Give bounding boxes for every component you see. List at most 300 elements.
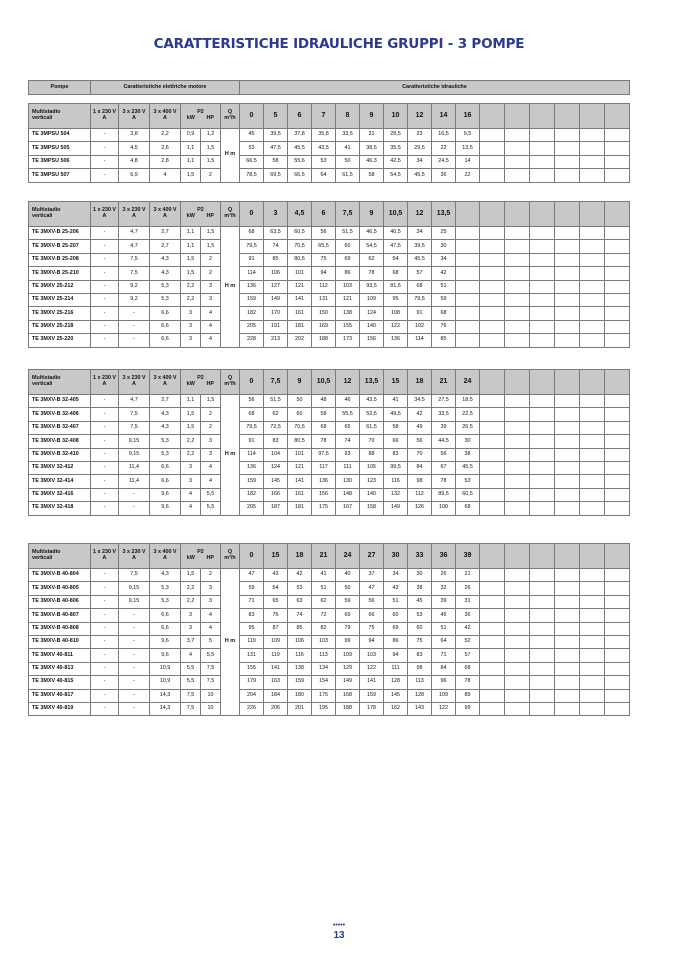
current-3x400: 4,3 [150, 267, 181, 280]
table-row [29, 142, 630, 155]
head-value: 59 [336, 595, 360, 608]
empty-cell [530, 544, 555, 569]
empty-cell [505, 635, 530, 648]
p2-kw-header [181, 370, 221, 395]
empty-cell [530, 395, 555, 408]
head-value: 68 [240, 227, 264, 240]
empty-cell [580, 370, 605, 395]
voltage-3x230-header-line1: 3 x 230 V [122, 375, 146, 382]
empty-cell [530, 155, 555, 168]
head-value: 40,5 [384, 227, 408, 240]
head-value: 159 [360, 689, 384, 702]
empty-cell [480, 595, 505, 608]
empty-cell [555, 702, 580, 715]
head-value: 68 [384, 267, 408, 280]
empty-cell [555, 569, 580, 582]
head-value: 187 [264, 502, 288, 515]
empty-cell [555, 253, 580, 266]
empty-cell [530, 662, 555, 675]
type-header-line1: Multistadio [32, 549, 61, 556]
current-1x230: - [91, 421, 119, 434]
voltage-3x400-header [150, 104, 181, 129]
head-value: 79,5 [240, 421, 264, 434]
pump-model: TE 3MXV-B 32-405 [29, 395, 91, 408]
head-value: 54 [384, 253, 408, 266]
voltage-1x230-header-line2: A [102, 381, 107, 387]
empty-cell [530, 240, 555, 253]
empty-cell [480, 582, 505, 595]
head-value: 23 [408, 129, 432, 142]
head-value: 150 [312, 307, 336, 320]
head-value: 163 [264, 676, 288, 689]
current-3x400: 4,3 [150, 569, 181, 582]
p2-label: P2 [197, 549, 204, 556]
type-header-line2: verticali [32, 213, 53, 219]
empty-cell [555, 320, 580, 333]
empty-cell [505, 488, 530, 501]
power-hp: 1,5 [201, 227, 221, 240]
head-value: 43,5 [360, 395, 384, 408]
head-value: 54,5 [384, 169, 408, 182]
flow-value: 10 [384, 104, 408, 129]
head-value: 9,5 [456, 129, 480, 142]
voltage-1x230-header-line2: A [102, 555, 107, 561]
empty-cell [605, 502, 630, 515]
head-value: 162 [384, 702, 408, 715]
pump-model: TE 3MXV-B 40-810 [29, 635, 91, 648]
empty-cell [580, 649, 605, 662]
p2-label: P2 [197, 375, 204, 382]
head-value: 103 [312, 635, 336, 648]
current-1x230: - [91, 142, 119, 155]
flow-value: 12 [408, 202, 432, 227]
head-value: 43,5 [312, 142, 336, 155]
power-kw: 1,1 [181, 240, 201, 253]
head-value: 58 [384, 421, 408, 434]
power-hp: 5,5 [201, 649, 221, 662]
empty-cell [555, 635, 580, 648]
flow-value: 9 [360, 202, 384, 227]
type-header-line1: Multistadio [32, 109, 61, 116]
type-header-line2: verticali [32, 381, 53, 387]
current-3x230: - [119, 689, 150, 702]
head-value: 181 [288, 320, 312, 333]
head-value: 39 [432, 595, 456, 608]
power-hp: 10 [201, 702, 221, 715]
head-value: 116 [384, 475, 408, 488]
empty-cell [605, 334, 630, 347]
head-value: 74 [288, 609, 312, 622]
head-value: 27,5 [432, 395, 456, 408]
head-value: 102 [408, 320, 432, 333]
table-row [29, 582, 630, 595]
empty-cell [530, 582, 555, 595]
table-row [29, 448, 630, 461]
flow-unit-header [221, 202, 240, 227]
power-kw: 2,2 [181, 448, 201, 461]
current-1x230: - [91, 240, 119, 253]
current-1x230: - [91, 307, 119, 320]
current-3x230: - [119, 635, 150, 648]
head-value: 138 [336, 307, 360, 320]
power-hp: 3 [201, 280, 221, 293]
head-value: 124 [264, 461, 288, 474]
voltage-3x400-header-line2: A [163, 381, 167, 387]
empty-cell [580, 702, 605, 715]
empty-cell [505, 448, 530, 461]
head-value: 74 [264, 240, 288, 253]
head-value: 50 [288, 395, 312, 408]
power-hp: 3 [201, 448, 221, 461]
empty-cell [456, 202, 480, 227]
subheader-row [29, 544, 630, 569]
empty-cell [505, 408, 530, 421]
empty-cell [580, 544, 605, 569]
empty-cell [480, 280, 505, 293]
empty-cell [505, 689, 530, 702]
current-1x230: - [91, 395, 119, 408]
empty-cell [505, 662, 530, 675]
head-value: 84 [432, 662, 456, 675]
empty-cell [605, 202, 630, 227]
head-value: 156 [312, 488, 336, 501]
type-header [29, 104, 91, 129]
head-value: 56 [360, 595, 384, 608]
empty-cell [555, 488, 580, 501]
empty-cell [480, 155, 505, 168]
empty-cell [480, 169, 505, 182]
current-1x230: - [91, 502, 119, 515]
current-3x400: 6,6 [150, 609, 181, 622]
empty-cell [555, 582, 580, 595]
current-3x400: 2,2 [150, 129, 181, 142]
empty-cell [505, 421, 530, 434]
empty-cell [605, 267, 630, 280]
head-value: 76 [432, 320, 456, 333]
empty-cell [580, 320, 605, 333]
head-value: 79,5 [408, 293, 432, 306]
empty-cell [580, 240, 605, 253]
empty-cell [555, 421, 580, 434]
head-value: 94 [312, 267, 336, 280]
head-value: 101 [288, 267, 312, 280]
head-value: 54 [264, 582, 288, 595]
page-title: CARATTERISTICHE IDRAULICHE GRUPPI - 3 POMPE [153, 36, 525, 52]
head-value: 112 [312, 280, 336, 293]
power-kw: 3 [181, 609, 201, 622]
empty-cell [580, 609, 605, 622]
empty-cell [530, 622, 555, 635]
empty-cell [555, 461, 580, 474]
head-value: 66 [384, 435, 408, 448]
current-3x400: 5,3 [150, 293, 181, 306]
head-value: 50 [336, 582, 360, 595]
empty-cell [530, 320, 555, 333]
head-value: 113 [312, 649, 336, 662]
power-kw: 1,5 [181, 569, 201, 582]
current-3x400: 14,3 [150, 689, 181, 702]
pump-model: TE 3MXV-B 25-206 [29, 227, 91, 240]
flow-value: 14 [432, 104, 456, 129]
head-value: 124 [360, 307, 384, 320]
power-kw: 3 [181, 622, 201, 635]
flow-value: 7,5 [336, 202, 360, 227]
p2-label: P2 [197, 109, 204, 116]
hp-label: HP [206, 213, 214, 219]
current-1x230: - [91, 595, 119, 608]
head-value: 97,5 [312, 448, 336, 461]
head-value: 33,5 [336, 129, 360, 142]
head-value: 89,5 [432, 488, 456, 501]
empty-cell [605, 227, 630, 240]
empty-cell [505, 129, 530, 142]
head-value: 79 [336, 622, 360, 635]
empty-cell [505, 169, 530, 182]
flow-value: 18 [288, 544, 312, 569]
empty-cell [480, 267, 505, 280]
empty-cell [555, 475, 580, 488]
voltage-3x400-header-line2: A [163, 213, 167, 219]
subheader-row [29, 202, 630, 227]
head-value: 36 [432, 169, 456, 182]
flow-value: 24 [456, 370, 480, 395]
voltage-3x400-header [150, 202, 181, 227]
head-value: 38 [408, 582, 432, 595]
power-hp: 2 [201, 569, 221, 582]
empty-cell [530, 253, 555, 266]
head-value: 65,5 [312, 240, 336, 253]
pump-model: TE 3MXV 25-214 [29, 293, 91, 306]
empty-cell [480, 104, 505, 129]
power-kw: 1,5 [181, 408, 201, 421]
flow-unit-header-line1: Q [227, 207, 233, 214]
empty-cell [456, 253, 480, 266]
empty-cell [530, 635, 555, 648]
current-1x230: - [91, 662, 119, 675]
current-3x400: 10,9 [150, 662, 181, 675]
voltage-3x230-header-line1: 3 x 230 V [122, 109, 146, 116]
empty-cell [605, 595, 630, 608]
head-value: 47 [240, 569, 264, 582]
head-value: 56 [408, 435, 432, 448]
type-header-line2: verticali [32, 555, 53, 561]
head-value: 161 [288, 307, 312, 320]
empty-cell [555, 307, 580, 320]
head-value: 41 [312, 569, 336, 582]
flow-unit-header-line2: m³/h [224, 213, 236, 219]
empty-cell [480, 334, 505, 347]
head-value: 57 [408, 267, 432, 280]
head-value: 101 [288, 448, 312, 461]
head-value: 206 [264, 702, 288, 715]
head-value: 123 [360, 475, 384, 488]
empty-cell [605, 104, 630, 129]
pump-model: TE 3MXV-B 40-806 [29, 595, 91, 608]
empty-cell [505, 595, 530, 608]
head-value: 45 [432, 609, 456, 622]
power-hp: 3 [201, 435, 221, 448]
head-value: 109 [336, 649, 360, 662]
head-value: 41 [336, 142, 360, 155]
empty-cell [555, 293, 580, 306]
empty-cell [480, 622, 505, 635]
head-value: 78,5 [240, 169, 264, 182]
head-value: 47,5 [264, 142, 288, 155]
head-value: 29,5 [408, 142, 432, 155]
head-value: 136 [384, 334, 408, 347]
head-value: 63,5 [264, 227, 288, 240]
head-value: 127 [264, 280, 288, 293]
empty-cell [480, 689, 505, 702]
empty-cell [480, 609, 505, 622]
flow-value: 6 [288, 104, 312, 129]
head-value: 121 [288, 461, 312, 474]
head-value: 70,5 [288, 240, 312, 253]
head-value: 63 [288, 595, 312, 608]
current-3x400: 4,3 [150, 253, 181, 266]
head-value: 148 [336, 488, 360, 501]
pump-model: TE 3MXV-B 32-407 [29, 421, 91, 434]
flow-value: 7,5 [264, 370, 288, 395]
empty-cell [605, 370, 630, 395]
power-kw: 7,5 [181, 689, 201, 702]
head-value: 145 [384, 689, 408, 702]
empty-cell [530, 202, 555, 227]
empty-cell [480, 662, 505, 675]
head-value: 30 [408, 569, 432, 582]
head-value: 18,5 [456, 395, 480, 408]
voltage-1x230-header-line2: A [102, 213, 107, 219]
current-1x230: - [91, 448, 119, 461]
empty-cell [505, 622, 530, 635]
current-3x230: 4,8 [119, 155, 150, 168]
empty-cell [505, 649, 530, 662]
empty-cell [580, 155, 605, 168]
head-value: 45 [240, 129, 264, 142]
head-value: 13,5 [456, 142, 480, 155]
empty-cell [555, 609, 580, 622]
p2-label: P2 [197, 207, 204, 214]
head-value: 68 [408, 280, 432, 293]
current-3x400: 5,3 [150, 280, 181, 293]
empty-cell [505, 702, 530, 715]
head-value: 34 [408, 227, 432, 240]
table-row [29, 475, 630, 488]
power-hp: 5,5 [201, 502, 221, 515]
head-value: 159 [240, 293, 264, 306]
table-row [29, 408, 630, 421]
current-1x230: - [91, 622, 119, 635]
head-value: 53 [288, 582, 312, 595]
head-unit-label: H m [221, 395, 240, 516]
head-value: 58 [264, 155, 288, 168]
current-3x230: 4,5 [119, 142, 150, 155]
table-row [29, 267, 630, 280]
empty-cell [505, 307, 530, 320]
head-value: 114 [240, 448, 264, 461]
power-kw: 1,5 [181, 421, 201, 434]
table-row [29, 595, 630, 608]
current-3x400: 9,6 [150, 635, 181, 648]
empty-cell [530, 475, 555, 488]
head-value: 34,5 [408, 395, 432, 408]
pump-table-3mxv-40 [28, 543, 630, 716]
head-value: 22 [456, 169, 480, 182]
head-value: 93 [336, 448, 360, 461]
power-hp: 1,5 [201, 395, 221, 408]
current-1x230: - [91, 461, 119, 474]
head-value: 94 [360, 635, 384, 648]
flow-value: 21 [312, 544, 336, 569]
hp-label: HP [206, 555, 214, 561]
empty-cell [530, 448, 555, 461]
head-value: 36 [456, 609, 480, 622]
current-1x230: - [91, 129, 119, 142]
power-kw: 3 [181, 475, 201, 488]
head-value: 113 [408, 676, 432, 689]
empty-cell [605, 475, 630, 488]
head-value: 45,5 [408, 169, 432, 182]
flow-value: 27 [360, 544, 384, 569]
power-kw: 5,5 [181, 676, 201, 689]
empty-cell [580, 280, 605, 293]
empty-cell [505, 502, 530, 515]
flow-unit-header-line2: m³/h [224, 381, 236, 387]
current-3x230: - [119, 320, 150, 333]
voltage-1x230-header-line1: 1 x 230 V [92, 109, 117, 116]
empty-cell [580, 488, 605, 501]
current-3x230: - [119, 649, 150, 662]
head-value: 59 [432, 293, 456, 306]
current-3x230: 11,4 [119, 475, 150, 488]
head-value: 76 [264, 609, 288, 622]
pump-table-3mxv-32 [28, 369, 630, 516]
head-value: 188 [336, 702, 360, 715]
head-value: 82 [312, 622, 336, 635]
current-1x230: - [91, 649, 119, 662]
power-hp: 3 [201, 595, 221, 608]
head-value: 116 [288, 649, 312, 662]
head-value: 59 [240, 582, 264, 595]
head-value: 28,5 [384, 129, 408, 142]
head-value: 109 [432, 689, 456, 702]
head-value: 191 [264, 320, 288, 333]
empty-cell [505, 104, 530, 129]
head-value: 31 [360, 129, 384, 142]
power-kw: 3 [181, 461, 201, 474]
empty-cell [555, 595, 580, 608]
empty-cell [530, 569, 555, 582]
head-value: 91 [240, 435, 264, 448]
head-value: 56 [240, 395, 264, 408]
power-kw: 1,5 [181, 169, 201, 182]
head-value: 42 [408, 408, 432, 421]
flow-value: 12 [336, 370, 360, 395]
flow-unit-header-line2: m³/h [224, 115, 236, 121]
empty-cell [505, 334, 530, 347]
empty-cell [480, 395, 505, 408]
empty-cell [505, 253, 530, 266]
current-1x230: - [91, 280, 119, 293]
head-value: 26,5 [456, 421, 480, 434]
empty-cell [580, 448, 605, 461]
flow-value: 30 [384, 544, 408, 569]
power-hp: 5,5 [201, 488, 221, 501]
table-row [29, 609, 630, 622]
head-value: 136 [240, 461, 264, 474]
head-value: 141 [288, 475, 312, 488]
empty-cell [555, 142, 580, 155]
